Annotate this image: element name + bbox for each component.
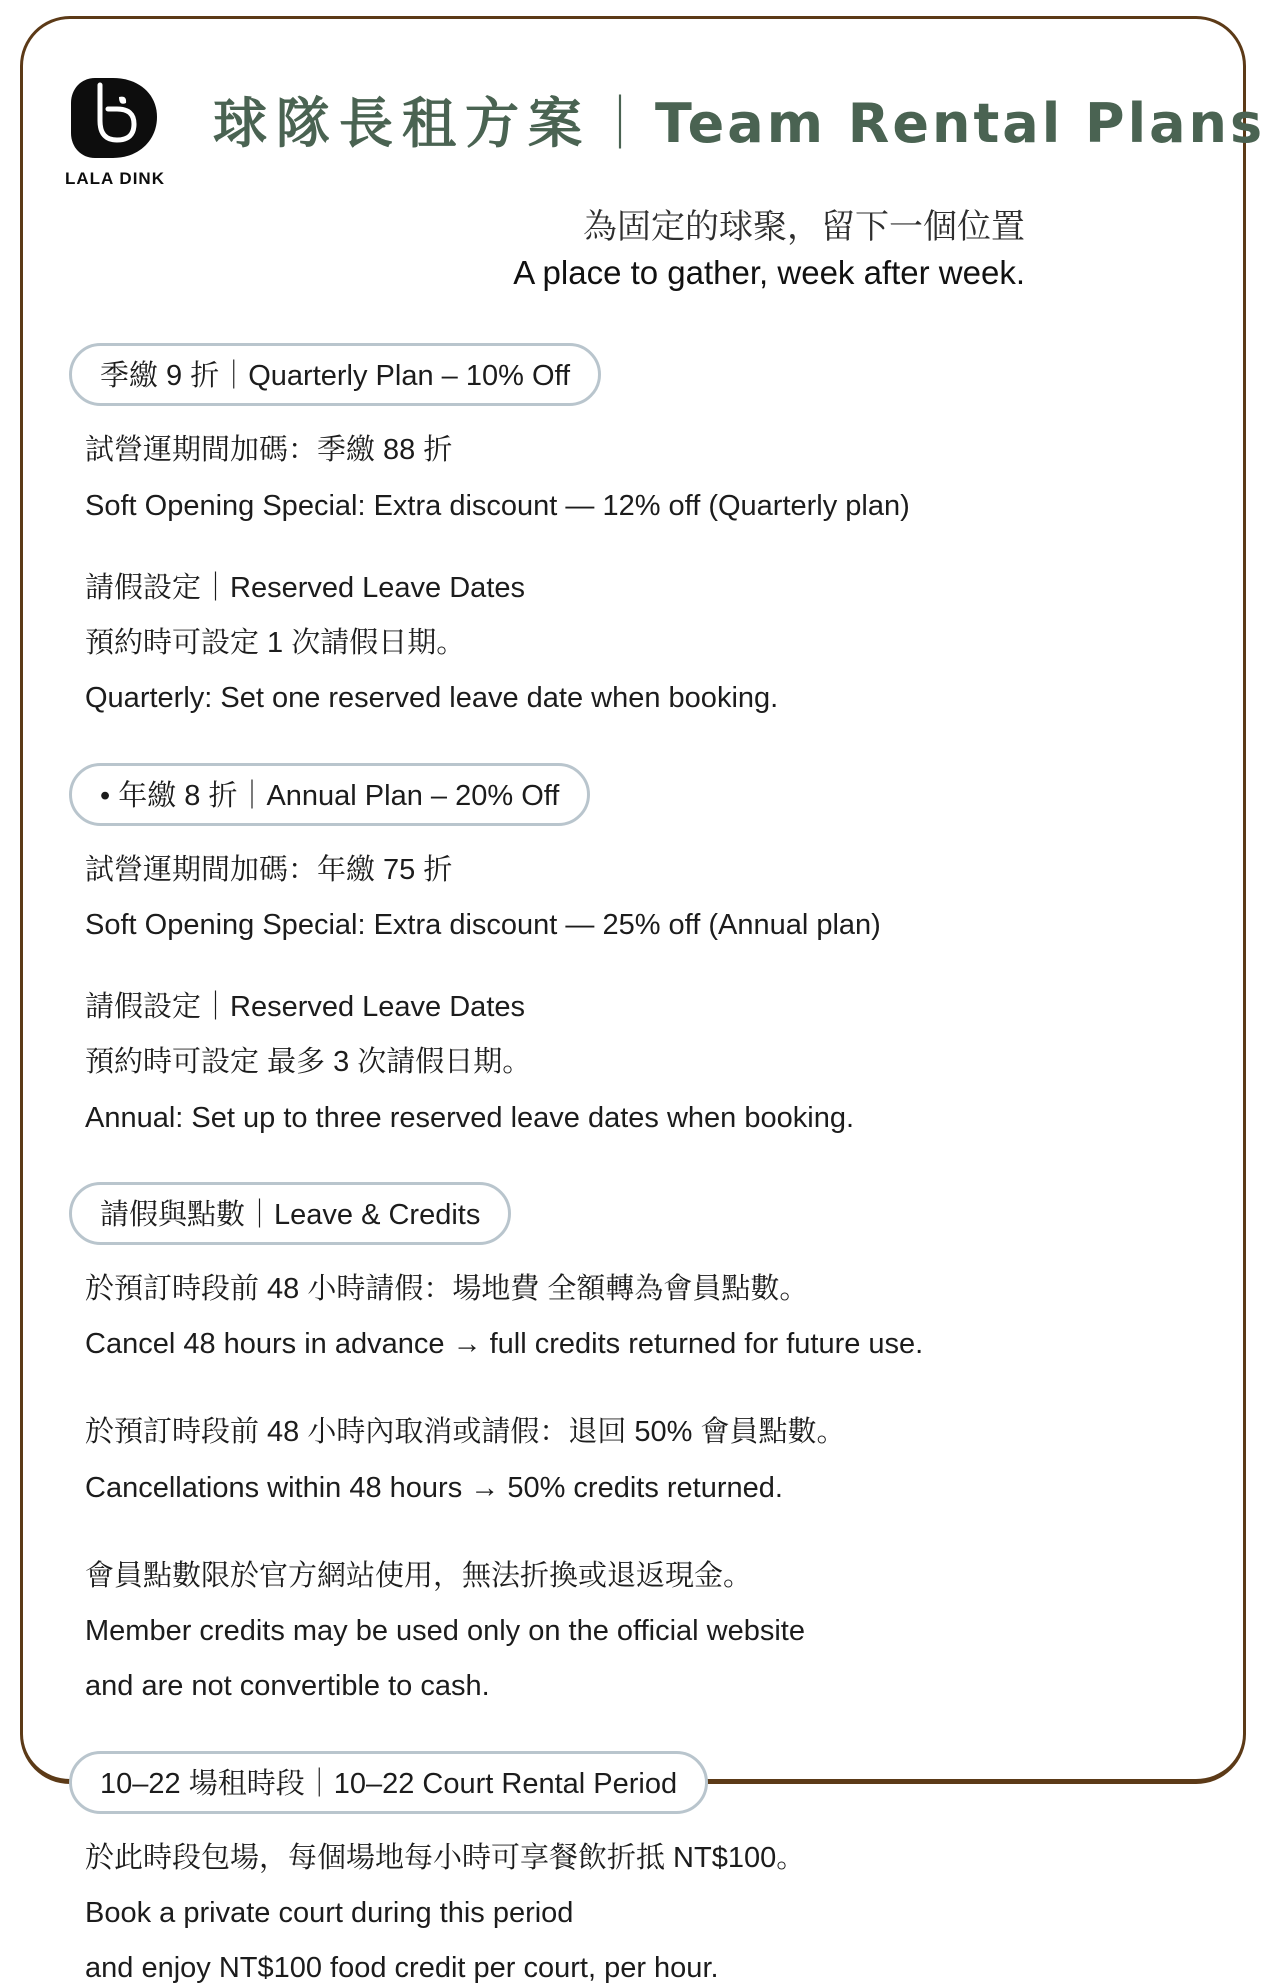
title-divider: ｜ <box>593 92 649 155</box>
text-line-en: Quarterly: Set one reserved leave date when booking. <box>85 682 779 715</box>
text-line-zh: 預約時可設定 1 次請假日期。 <box>85 627 466 660</box>
section-leave-credits <box>85 1182 1203 1705</box>
header <box>65 59 1266 189</box>
section-annual-plan <box>85 763 1203 1136</box>
text-line-zh: 試營運期間加碼：年繳 75 折 <box>85 853 453 886</box>
tagline-zh: 為固定的球聚，留下一個位置 <box>583 208 1025 246</box>
section-court-rental-period <box>85 1751 1203 1986</box>
brand-logo-block <box>65 75 191 189</box>
text-line-en: Annual: Set up to three reserved leave dates when booking. <box>85 1101 855 1134</box>
text-line-zh: 試營運期間加碼：季繳 88 折 <box>85 434 453 467</box>
text-line-en: Member credits may be used only on the official website <box>85 1615 805 1648</box>
text-group <box>85 1271 1203 1363</box>
page-title-en: Team Rental Plans <box>655 92 1266 155</box>
page-title <box>213 81 1265 158</box>
text-group <box>85 852 1203 944</box>
section-quarterly-plan <box>85 343 1203 716</box>
section-pill-court-rental: 10–22 場租時段｜10–22 Court Rental Period <box>69 1751 708 1814</box>
tagline <box>65 205 1203 295</box>
text-group <box>85 570 1203 717</box>
text-group <box>85 989 1203 1136</box>
page-title-zh: 球隊長租方案 <box>213 92 591 155</box>
text-line-zh: 請假設定｜Reserved Leave Dates <box>85 571 525 604</box>
text-line-zh: 會員點數限於官方網站使用，無法折換或退返現金。 <box>85 1559 753 1592</box>
section-pill-annual: • 年繳 8 折｜Annual Plan – 20% Off <box>69 763 590 826</box>
text-group <box>85 432 1203 524</box>
text-line-en: Cancellations within 48 hours → 50% credits returned. <box>85 1471 783 1504</box>
text-line-zh: 於此時段包場，每個場地每小時可享餐飲折抵 NT$100。 <box>85 1841 806 1874</box>
text-line-en: Book a private court during this period <box>85 1896 574 1929</box>
brand-name: LALA DINK <box>65 169 165 188</box>
text-line-en: and enjoy NT$100 food credit per court, per hour. <box>85 1952 719 1985</box>
text-line-zh: 預約時可設定 最多 3 次請假日期。 <box>85 1046 532 1079</box>
tagline-en: A place to gather, week after week. <box>513 253 1025 291</box>
poster-frame <box>20 16 1266 1985</box>
section-pill-leave-credits: 請假與點數｜Leave & Credits <box>69 1182 511 1245</box>
lala-dink-logo-icon <box>67 75 159 161</box>
section-pill-quarterly: 季繳 9 折｜Quarterly Plan – 10% Off <box>69 343 601 406</box>
text-line-en: and are not convertible to cash. <box>85 1670 490 1703</box>
text-group <box>85 1840 1203 1986</box>
text-line-en: Cancel 48 hours in advance → full credits returned for future use. <box>85 1328 924 1361</box>
content <box>65 343 1203 1986</box>
text-line-en: Soft Opening Special: Extra discount — 25% off (Annual plan) <box>85 908 881 941</box>
text-group <box>85 1558 1203 1705</box>
text-line-en: Soft Opening Special: Extra discount — 12% off (Quarterly plan) <box>85 489 910 522</box>
text-line-zh: 請假設定｜Reserved Leave Dates <box>85 991 525 1024</box>
text-line-zh: 於預訂時段前 48 小時請假：場地費 全額轉為會員點數。 <box>85 1272 809 1305</box>
text-group <box>85 1414 1203 1506</box>
text-line-zh: 於預訂時段前 48 小時內取消或請假：退回 50% 會員點數。 <box>85 1416 846 1449</box>
